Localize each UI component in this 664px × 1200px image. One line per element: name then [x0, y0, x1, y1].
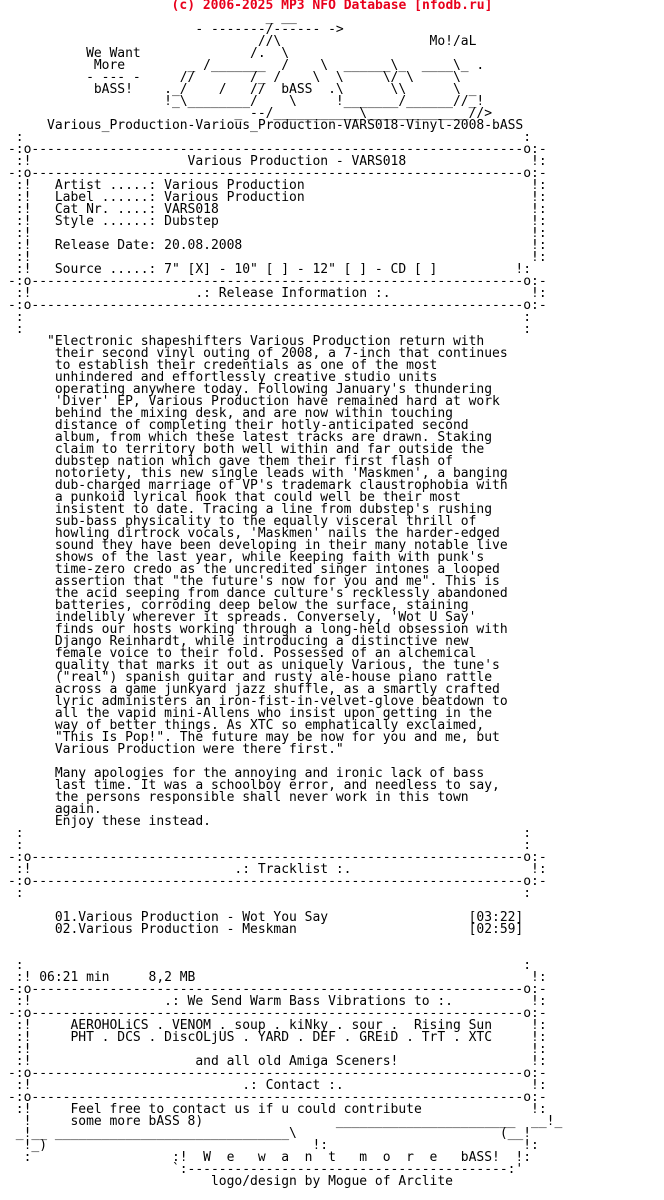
nfo-line: -:o---------------------------------------------------------------o:- — [8, 274, 547, 289]
nfo-line: We Want /. \ — [8, 46, 290, 61]
nfo-line: :! !: — [8, 226, 547, 241]
nfo-line: -:o---------------------------------------------------------------o:- — [8, 850, 547, 865]
nfo-line: - -------/------ -> — [8, 22, 344, 37]
nfo-line: shows of the last year, while keeping faith with punk's — [8, 550, 485, 565]
nfo-line: :! !: — [8, 250, 547, 265]
nfo-line: dub-charged marriage of VP's trademark claustrophobia with — [8, 478, 508, 493]
nfo-line: : : — [8, 886, 532, 901]
nfo-line: :! .: We Send Warm Bass Vibrations to :. !: — [8, 994, 547, 1009]
nfo-line: the acid seeping from dance culture's recklessly abandoned — [8, 586, 508, 601]
nfo-line: :! Source .....: 7" [X] - 10" [ ] - 12" [ ] - CD [ ] !: — [8, 262, 532, 277]
nfo-line: 01.Various Production - Wot You Say [03:22] — [8, 910, 524, 925]
nfo-line: _ __ — [8, 10, 297, 25]
nfo-line: : : — [8, 310, 532, 325]
nfo-line: -:o---------------------------------------------------------------o:- — [8, 1066, 547, 1081]
nfo-line: behind the mixing desk, and are now within touching — [8, 406, 453, 421]
nfo-line: :! 06:21 min 8,2 MB !: — [8, 970, 547, 985]
nfo-line: to establish their credentials as one of the most — [8, 358, 438, 373]
nfo-line: Various Production were there first." — [8, 742, 344, 757]
nfo-line: insistent to date. Tracing a line from dubstep's rushing — [8, 502, 493, 517]
nfo-line: female voice to their fold. Possessed of an alchemical — [8, 646, 477, 661]
nfo-line: -:o---------------------------------------------------------------o:- — [8, 166, 547, 181]
nfo-line: -:o---------------------------------------------------------------o:- — [8, 1006, 547, 1021]
nfo-line: all the vapid mini-Allens who insist upon getting in the — [8, 706, 493, 721]
nfo-line: : :! W e w a n t m o r e bASS! !: — [8, 1150, 532, 1165]
nfo-line: :! Feel free to contact us if u could contribute !: — [8, 1102, 547, 1117]
nfo-line: :! PHT . DCS . DiscOLjUS . YARD . DEF . GREiD . TrT . XTC !: — [8, 1030, 547, 1045]
nfo-line: : : — [8, 826, 532, 841]
nfo-line: !_) !: !: — [8, 1138, 539, 1153]
nfo-line: ("real") spanish guitar and rusty ale-house piano rattle — [8, 670, 493, 685]
nfo-line: :! Release Date: 20.08.2008 !: — [8, 238, 547, 253]
nfo-line: their second vinyl outing of 2008, a 7-inch that continues — [8, 346, 508, 361]
nfo-line: :! .: Tracklist :. !: — [8, 862, 547, 877]
nfo-line: claim to territory both well within and far outside the — [8, 442, 485, 457]
nfo-line: bASS! ._/ / // bASS .\ \\ \ _ — [8, 82, 477, 97]
nfo-line: Enjoy these instead. — [8, 814, 211, 829]
nfo-line: -:o---------------------------------------------------------------o:- — [8, 142, 547, 157]
nfo-line: dubstep nation which gave them their first flash of — [8, 454, 453, 469]
nfo-line: 'Diver' EP, Various Production have remained hard at work — [8, 394, 500, 409]
nfo-line: a punkoid lyrical hook that could well be their most — [8, 490, 461, 505]
nfo-line: :! !: — [8, 1042, 547, 1057]
nfo-line: - --- - // /_ / \ \ \/ \ \ — [8, 70, 461, 85]
nfo-line: :! .: Contact :. !: — [8, 1078, 547, 1093]
nfo-line: time-zero credo as the uncredited singer intones a looped — [8, 562, 500, 577]
nfo-line: `:-----------------------------------------:' — [8, 1162, 524, 1177]
nfo-line: notoriety, this new single leads with 'Maskmen', a banging — [8, 466, 508, 481]
nfo-line: assertion that "the future's now for you and me". This is — [8, 574, 500, 589]
nfo-line: unhindered and effortlessly creative studio units — [8, 370, 438, 385]
nfo-line: finds our hosts working through a long-held obsession with — [8, 622, 508, 637]
nfo-line: Many apologies for the annoying and ironic lack of bass — [8, 766, 485, 781]
nfo-line: : : — [8, 958, 532, 973]
nfo-line: :! Label ......: Various Production !: — [8, 190, 547, 205]
nfo-line: last time. It was a schoolboy error, and needless to say, — [8, 778, 500, 793]
nfo-line: !_\________/ \ !_______/______//_! — [8, 94, 485, 109]
nfo-line: :! and all old Amiga Sceners! !: — [8, 1054, 547, 1069]
nfo-line: More _ /_______ / \ ______\_ ____\_ . — [8, 58, 485, 73]
nfo-line: indelibly wherever it spreads. Conversely, 'Wot U Say' — [8, 610, 477, 625]
nfo-line: "Electronic shapeshifters Various Production return with — [8, 334, 485, 349]
nfo-line: 02.Various Production - Meskman [02:59] — [8, 922, 524, 937]
nfo-line: howling dirtrock vocals, 'Maskmen' nails the harder-edged — [8, 526, 500, 541]
nfo-line: -:o---------------------------------------------------------------o:- — [8, 298, 547, 313]
nfo-line: _ --/___________\_____________//> — [8, 106, 493, 121]
nfo-line: across a game junkyard jazz shuffle, as a smartly crafted — [8, 682, 500, 697]
nfo-text — [8, 12, 562, 1188]
nfo-line: sound they have been developing in their many notable live — [8, 538, 508, 553]
nfo-line: batteries, corroding deep below the surface, staining — [8, 598, 469, 613]
nfo-line: sub-bass physicality to the equally visceral thrill of — [8, 514, 477, 529]
nfo-line: :! AEROHOLiCS . VENOM . soup . kiNky . sour . Rising Sun !: — [8, 1018, 547, 1033]
nfo-line: -:o---------------------------------------------------------------o:- — [8, 982, 547, 997]
nfo-line: Various_Production-Various_Production-VARS018-Vinyl-2008-bASS — [8, 118, 524, 133]
nfo-line: :! Artist .....: Various Production !: — [8, 178, 547, 193]
nfo-line: : : — [8, 322, 532, 337]
nfo-line: again. — [8, 802, 102, 817]
nfo-line: :! Various Production - VARS018 !: — [8, 154, 547, 169]
nfo-line: :! .: Release Information :. !: — [8, 286, 547, 301]
nfo-line: way of better things. As XTC so emphatically exclaimed, — [8, 718, 485, 733]
nfo-line: distance of completing their hotly-anticipated second — [8, 418, 469, 433]
nfo-line: -:o---------------------------------------------------------------o:- — [8, 1090, 547, 1105]
nfo-line: Django Reinhardt, while introducing a distinctive new — [8, 634, 469, 649]
nfo-line: :! Style ......: Dubstep !: — [8, 214, 547, 229]
nfo-line: -:o---------------------------------------------------------------o:- — [8, 874, 547, 889]
nfo-line: ! some more bASS 8) _______________________ __!_ — [8, 1114, 563, 1129]
nfo-line: logo/design by Mogue of Arclite — [8, 1174, 453, 1189]
nfo-line: : : — [8, 130, 532, 145]
nfo-line: _!__ ______________________________\ (__! — [8, 1126, 532, 1141]
nfo-line: operating anywhere today. Following January's thundering — [8, 382, 493, 397]
nfo-line: //\ Mo!/aL — [8, 34, 477, 49]
site-header: (c) 2006-2025 MP3 NFO Database [nfodb.ru] — [171, 0, 493, 13]
nfo-line: the persons responsible shall never work in this town — [8, 790, 469, 805]
nfo-line: :! Cat Nr. ....: VARS018 !: — [8, 202, 547, 217]
nfo-line: : : — [8, 838, 532, 853]
nfo-line: quality that marks it out as uniquely Various, the tune's — [8, 658, 500, 673]
nfo-line: "This Is Pop!". The future may be now for you and me, but — [8, 730, 500, 745]
nfo-line: album, from which these latest tracks are drawn. Staking — [8, 430, 493, 445]
nfo-line: lyric administers an iron-fist-in-velvet-glove beatdown to — [8, 694, 508, 709]
